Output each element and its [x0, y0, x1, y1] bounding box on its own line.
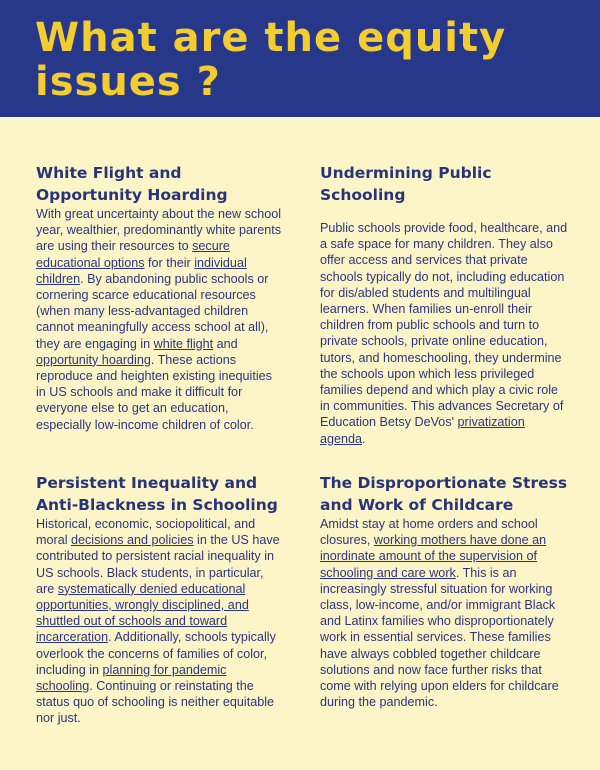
- section-title: The Disproportionate Stress and Work of Childcare: [320, 474, 568, 514]
- section-body: [320, 220, 568, 447]
- title-banner: [0, 0, 600, 117]
- body-text: .: [362, 431, 366, 446]
- inline-link[interactable]: privatization agenda: [320, 415, 525, 446]
- body-text: Historical, economic, sociopolitical, and moral: [36, 517, 256, 548]
- body-text: . These actions reproduce and heighten existing inequities in US schools and make it difficult for everyone else to get an education, especially low-income children of color.: [36, 352, 272, 432]
- section-undermining-public-schooling: [320, 162, 568, 447]
- section-title: Persistent Inequality and Anti-Blackness in Schooling: [36, 474, 278, 514]
- section-title: White Flight and Opportunity Hoarding: [36, 164, 228, 204]
- inline-link[interactable]: working mothers have done an inordinate amount of the supervision of schooling and care work: [320, 533, 547, 580]
- inline-link[interactable]: planning for pandemic schooling: [36, 662, 227, 694]
- inline-link[interactable]: decisions and policies: [71, 533, 194, 548]
- body-text: Amidst stay at home orders and school closures,: [320, 517, 538, 548]
- section-body: [36, 206, 284, 433]
- section-childcare-stress: [320, 472, 568, 710]
- inline-link[interactable]: systematically denied educational opportunities, wrongly disciplined, and shuttled out of schools and toward incarceration: [36, 581, 249, 645]
- section-white-flight: [36, 162, 284, 433]
- body-text: . Continuing or reinstating the status quo of schooling is neither equitable nor just.: [36, 679, 275, 726]
- page-title: What are the equity issues ?: [35, 15, 507, 105]
- inline-link[interactable]: white flight: [153, 336, 214, 351]
- inline-link[interactable]: individual children: [36, 255, 247, 286]
- section-body: [320, 516, 568, 710]
- body-text: for their: [144, 255, 195, 270]
- body-text: With great uncertainty about the new school year, wealthier, predominantly white parents are using their resources to: [36, 207, 282, 254]
- section-title: Undermining Public Schooling: [320, 164, 492, 204]
- body-text: . Additionally, schools typically overlook the concerns of families of color, including in: [36, 630, 276, 677]
- body-text: . By abandoning public schools or cornering scarce educational resources (when many less-advantaged children cannot meaningfully access school at all), they are engaging in: [36, 271, 269, 351]
- body-text: and: [213, 336, 238, 351]
- section-persistent-inequality: [36, 472, 284, 727]
- inline-link[interactable]: opportunity hoarding: [36, 352, 151, 367]
- section-body: [36, 516, 284, 727]
- body-text: Public schools provide food, healthcare, and a safe space for many children. They also offer access and services that private schools typically do not, including education for dis/abled students and multilingual learners. When families un-enroll their children from public schools and turn to private schools, private online education, tutors, and homeschooling, they undermine the schools upon which less privileged families depend and which play a civic role in communities. This advances Secretary of Education Betsy DeVos': [320, 221, 568, 430]
- body-text: . This is an increasingly stressful situation for working class, low-income, and/or immigrant Black and Latinx families who disproportionately work in essential services. These families have always cobbled together childcare solutions and now face further risks that come with relying upon elders for childcare during the pandemic.: [320, 565, 559, 710]
- body-text: in the US have contributed to persistent racial inequality in US schools. Black students, in particular, are: [36, 533, 280, 596]
- inline-link[interactable]: secure educational options: [36, 239, 230, 270]
